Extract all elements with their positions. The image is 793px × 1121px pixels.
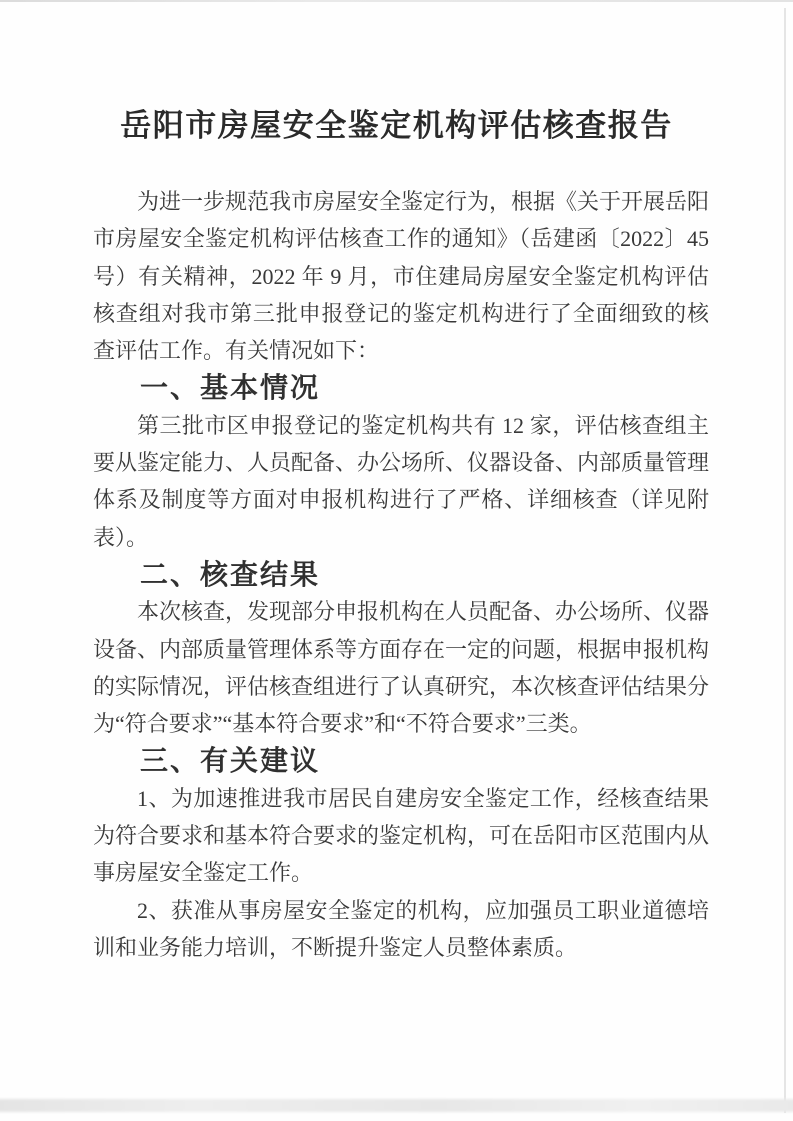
document-title: 岳阳市房屋安全鉴定机构评估核查报告	[120, 108, 673, 143]
paragraph-line: 事房屋安全鉴定工作。	[93, 860, 314, 886]
paragraph-line: 为“符合要求”“基本符合要求”和“不符合要求”三类。	[93, 711, 592, 737]
paragraph-line: 市房屋安全鉴定机构评估核查工作的通知》（岳建函〔2022〕45	[93, 226, 709, 252]
scan-artifact-bottom-edge	[0, 1099, 793, 1112]
section-heading-basic-situation: 一、基本情况	[140, 372, 321, 404]
paragraph-line: 体系及制度等方面对申报机构进行了严格、详细核查（详见附	[93, 487, 709, 513]
section-heading-check-results: 二、核查结果	[140, 558, 321, 590]
paragraph-line: 1、为加速推进我市居民自建房安全鉴定工作，经核查结果	[137, 785, 709, 811]
paragraph-line: 训和业务能力培训，不断提升鉴定人员整体素质。	[93, 934, 578, 960]
scan-artifact-top-edge	[0, 0, 793, 2]
section-heading-suggestions: 三、有关建议	[140, 745, 321, 777]
paragraph-line: 设备、内部质量管理体系等方面存在一定的问题，根据申报机构	[93, 636, 710, 662]
paragraph-line: 要从鉴定能力、人员配备、办公场所、仪器设备、内部质量管理	[93, 450, 710, 476]
paragraph-line: 为进一步规范我市房屋安全鉴定行为，根据《关于开展岳阳	[137, 189, 710, 214]
paragraph-line: 号）有关精神，2022 年 9 月，市住建局房屋安全鉴定机构评估	[93, 263, 709, 289]
paragraph-line: 2、获准从事房屋安全鉴定的机构，应加强员工职业道德培	[137, 897, 709, 923]
paragraph-line: 为符合要求和基本符合要求的鉴定机构，可在岳阳市区范围内从	[93, 823, 710, 849]
paragraph-line: 的实际情况，评估核查组进行了认真研究，本次核查评估结果分	[93, 673, 710, 699]
scan-artifact-right-edge	[784, 8, 786, 1113]
paragraph-line: 表）。	[93, 524, 149, 550]
paragraph-line: 查评估工作。有关情况如下：	[93, 338, 380, 364]
paragraph-line: 核查组对我市第三批申报登记的鉴定机构进行了全面细致的核	[93, 300, 709, 326]
paragraph-line: 第三批市区申报登记的鉴定机构共有 12 家，评估核查组主	[137, 412, 709, 438]
document-body	[93, 183, 709, 966]
paragraph-line: 本次核查，发现部分申报机构在人员配备、办公场所、仪器	[137, 599, 710, 625]
